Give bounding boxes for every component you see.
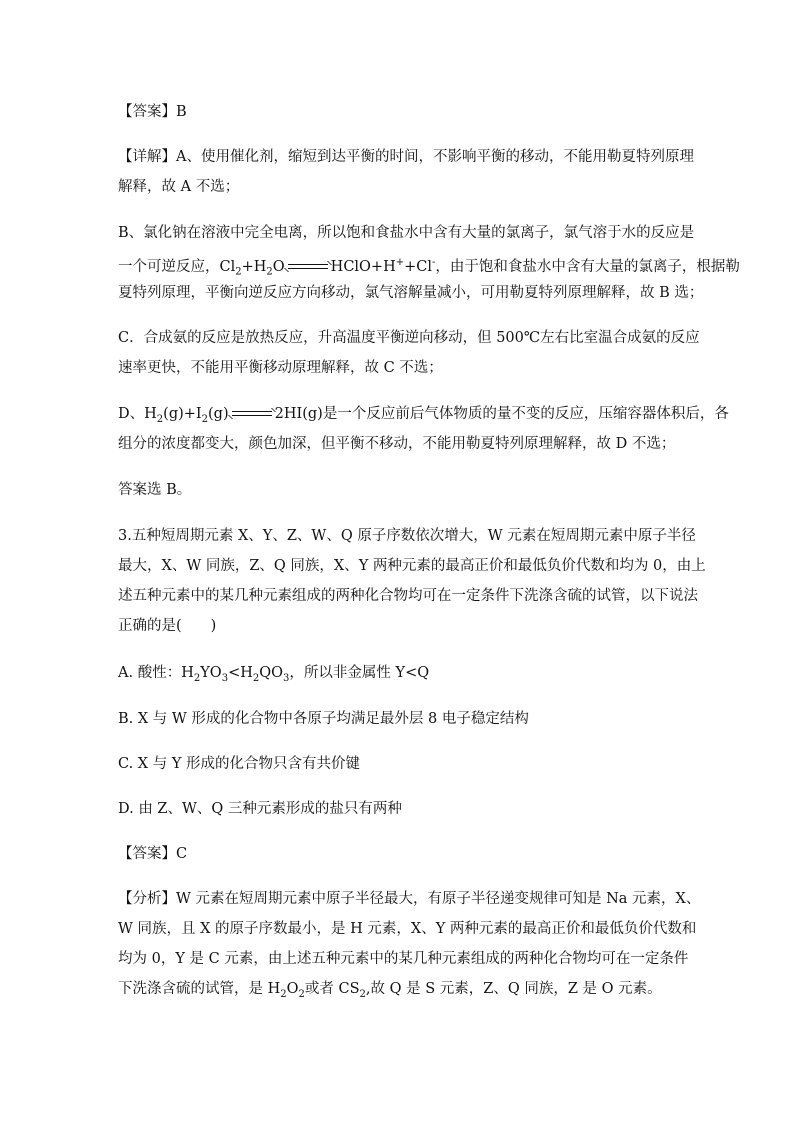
option-d: D. 由 Z、W、Q 三种元素形成的盐只有两种 <box>118 801 402 817</box>
answer-2: 【答案】C <box>118 846 188 862</box>
equation-line-hi: D、$H_2(g)+I_2(g)$ 2HI(g)是一个反应前后气体物质的量不变的反应，压缩容器体积后，各 <box>118 406 729 425</box>
option-b: B. X 与 W 形成的化合物中各原子均满足最外层 8 电子稳定结构 <box>118 711 529 727</box>
question-3: 3.五种短周期元素 X、Y、Z、W、Q 原子序数依次增大，W 元素在短周期元素中原子半径 最大，X、W 同族，Z、Q 同族，X、Y 两种元素的最高正价和最低负价代数和均为 0，由上 述五种元素中的某几种元素组成的两种化合物均可在一定条件下洗涤含硫的试管，以下说法 正确的是( ) <box>118 528 706 634</box>
detail-a: 【详解】A、使用催化剂，缩短到达平衡的时间，不影响平衡的移动，不能用勒夏特列原理 解释，故 A 不选； <box>118 149 694 195</box>
conclusion: 答案选 B。 <box>118 482 192 498</box>
detail-c: C．合成氨的反应是放热反应，升高温度平衡逆向移动，但 500℃左右比室温合成氨的反应 速率更快，不能用平衡移动原理解释，故 C 不选； <box>118 330 700 376</box>
answer-1: 【答案】B <box>118 104 187 120</box>
equation-line-cl2: 一个可逆反应，$Cl_2+H_2O$ HClO+H++Cl-，由于饱和食盐水中含有大量的氯离子，根据勒 <box>118 257 740 278</box>
detail-b: B、氯化钠在溶液中完全电离，所以饱和食盐水中含有大量的氯离子，氯气溶于水的反应是 一个可逆反应，$Cl_2+H_2O$ HClO+H++Cl-，由于饱和食盐水中含有大量的氯离子，根据勒 夏特列原理，平衡向逆反应方向移动，氯气溶解量减小，可用勒夏特列原理解释，故 B 选； <box>118 225 740 301</box>
option-a: A. 酸性：$H_2YO_3<H_2QO_3$，所以非金属性 Y<Q <box>118 665 430 684</box>
detail-d: D、$H_2(g)+I_2(g)$ 2HI(g)是一个反应前后气体物质的量不变的反应，压缩容器体积后，各 组分的浓度都变大，颜色加深，但平衡不移动，不能用勒夏特列原理解释，故 D 不选； <box>118 399 678 459</box>
reversible-arrow-icon <box>286 262 330 272</box>
option-c: C. X 与 Y 形成的化合物只含有共价键 <box>118 756 361 772</box>
reversible-arrow-icon <box>230 409 274 419</box>
analysis: 【分析】W 元素在短周期元素中原子半径最大，有原子半径递变规律可知是 Na 元素，X、 W 同族，且 X 的原子序数最小，是 H 元素，X、Y 两种元素的最高正价和最低负价代数和 均为 0，Y 是 C 元素，由上述五种元素中的某几种元素组成的两种化合物均可在一定条件 下洗涤含硫的试管，是 $H_2O_2$或者 $CS_2$,故 Q 是 S 元素，Z、Q 同族，Z 是 O 元素。 <box>118 891 701 1000</box>
